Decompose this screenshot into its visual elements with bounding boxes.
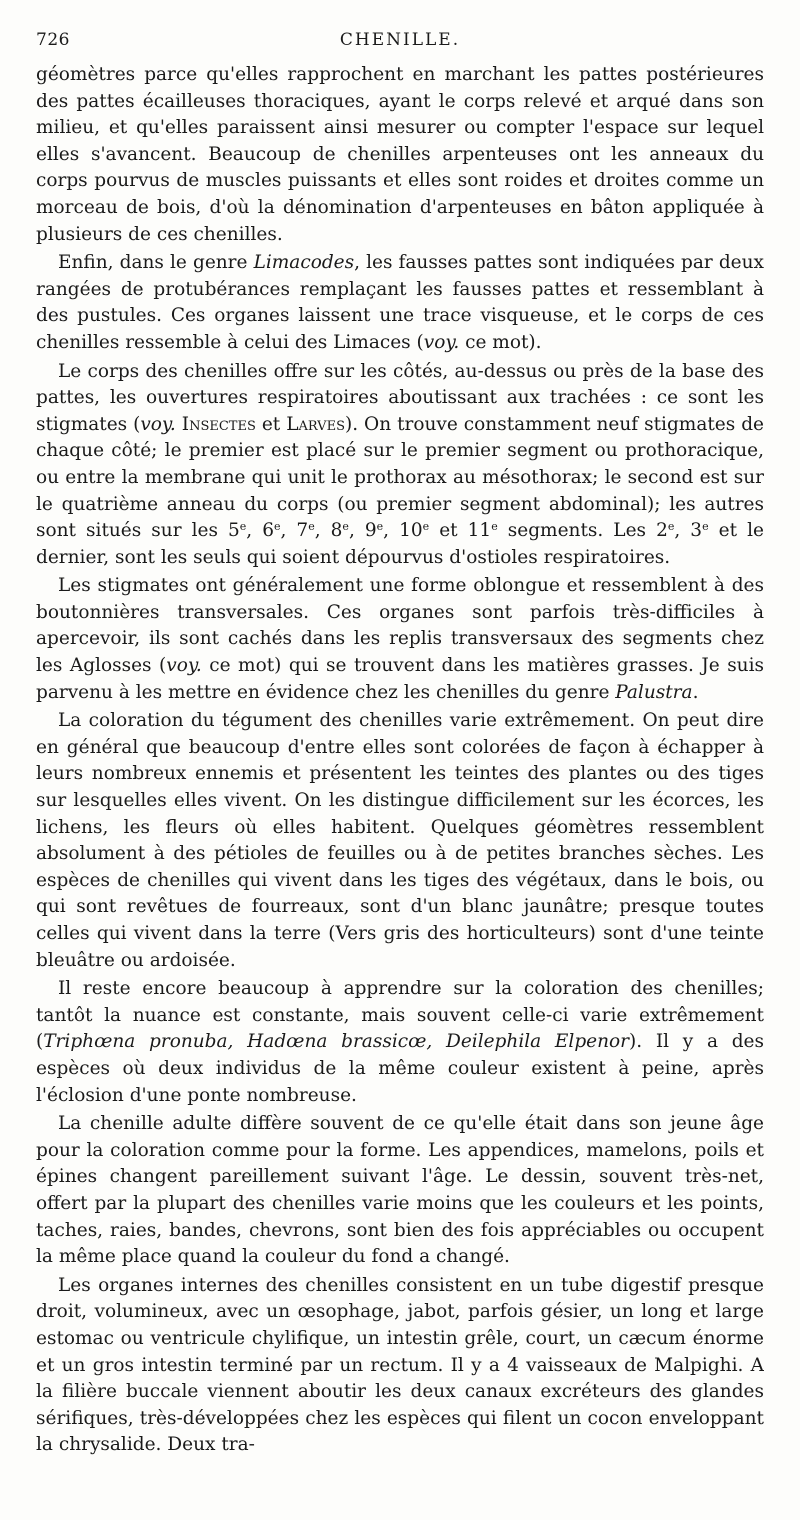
text-run: et 11	[429, 520, 492, 542]
paragraph	[36, 1273, 764, 1459]
text-run: ce mot).	[459, 331, 542, 353]
italic-text: voy.	[423, 331, 460, 353]
superscript: e	[702, 520, 709, 534]
small-caps-text: Insectes	[181, 413, 256, 435]
text-run: ce mot) qui se trouvent dans les matières grasses. Je suis parvenu à les mettre en évidence chez les chenilles du genre	[36, 655, 764, 703]
text-run: Les organes internes des chenilles consistent en un tube digestif presque droit, volumineux, avec un œsophage, jabot, parfois gésier, un long et large estomac ou ventricule chylifique, un intestin grêle, court, un cæcum énorme et un gros intestin terminé par un rectum. Il y a 4 vaisseaux de Malpighi. A la filière buccale viennent aboutir les deux canaux excréteurs des glandes sérifiques, très-développées chez les espèces qui filent un cocon enveloppant la chrysalide. Deux tra-	[36, 1274, 764, 1456]
superscript: e	[376, 520, 384, 534]
italic-text: Limacodes	[253, 252, 355, 274]
text-run: La chenille adulte diffère souvent de ce qu'elle était dans son jeune âge pour la coloration comme pour la forme. Les appendices, mamelons, poils et épines changent pareillement suivant l'âge. Le dessin, souvent très-net, offert par la plupart des chenilles varie moins que les couleurs et les points, taches, raies, bandes, chevrons, sont bien des fois appréciables ou occupent la même place quand la couleur du fond a changé.	[36, 1113, 764, 1268]
superscript: e	[239, 520, 247, 534]
text-run: Il reste encore beaucoup à apprendre sur la coloration des chenilles; tantôt la nuance est constante, mais souvent celle-ci varie extrêmement (	[36, 978, 764, 1053]
text-run: .	[692, 681, 699, 703]
text-run: , 3	[674, 520, 703, 542]
superscript: e	[422, 520, 430, 534]
text-run: Enfin, dans le genre	[58, 252, 254, 274]
italic-text: Palustra	[615, 681, 693, 703]
paragraph	[36, 359, 764, 572]
text-run: , 9	[348, 520, 377, 542]
text-run: et le dernier, sont les seuls qui soient dépourvus d'ostioles respiratoires.	[36, 520, 764, 568]
text-run: segments. Les 2	[497, 520, 668, 542]
paragraph	[36, 976, 764, 1109]
text-run: Les stigmates ont généralement une forme oblongue et ressemblent à des boutonnières transversales. Ces organes sont parfois très-difficiles à apercevoir, ils sont cachés dans les replis transversaux des segments chez les Aglosses (	[36, 575, 764, 677]
paragraph	[36, 708, 764, 974]
text-run: , 8	[314, 520, 343, 542]
text-run: , 6	[246, 520, 274, 542]
small-caps-text: Larves	[286, 413, 345, 435]
text-run: , les fausses pattes sont indiquées par deux rangées de protubérances remplaçant les fausses pattes et ressemblant à des pustules. Ces organes laissent une trace visqueuse, et le corps de ces chenilles ressemble à celui des Limaces (	[36, 252, 764, 353]
paragraph	[36, 573, 764, 706]
running-head: CHENILLE.	[339, 30, 461, 50]
italic-text: voy.	[140, 413, 176, 435]
italic-text: voy.	[166, 655, 202, 677]
superscript: e	[308, 520, 315, 534]
text-run: , 10	[383, 520, 423, 542]
text-run: ). Il y a des espèces où deux individus de la même couleur existent à peine, après l'éclosion d'une ponte nombreuse.	[36, 1031, 764, 1106]
text-run: ). On trouve constamment neuf stigmates de chaque côté; le premier est placé sur le premier segment ou prothoracique, ou entre la membrane qui unit le prothorax au mésothorax; le second est sur le quatrième anneau du corps (ou premier segment abdominal); les autres sont situés sur les 5	[36, 413, 764, 542]
text-run: , 7	[280, 520, 309, 542]
page-header	[36, 30, 764, 58]
body-text	[36, 62, 764, 1502]
superscript: e	[491, 520, 498, 534]
superscript: e	[273, 520, 281, 534]
superscript: e	[667, 520, 675, 534]
superscript: e	[342, 520, 349, 534]
text-run: La coloration du tégument des chenilles varie extrêmement. On peut dire en général que beaucoup d'entre elles sont colorées de façon à échapper à leurs nombreux ennemis et présentent les teintes des plantes ou des tiges sur lesquelles elles vivent. On les distingue difficilement sur les écorces, les lichens, les fleurs où elles habitent. Quelques géomètres ressemblent absolument à des pétioles de feuilles ou à de petites branches sèches. Les espèces de chenilles qui vivent dans les tiges des végétaux, dans le bois, ou qui sont revêtues de fourreaux, sont d'un blanc jaunâtre; presque toutes celles qui vivent dans la terre (Vers gris des horticulteurs) sont d'une teinte bleuâtre ou ardoisée.	[36, 710, 764, 971]
text-run: géomètres parce qu'elles rapprochent en marchant les pattes postérieures des pattes écailleuses thoraciques, ayant le corps relevé et arqué dans son milieu, et qu'elles paraissent ainsi mesurer ou compter l'espace sur lequel elles s'avancent. Beaucoup de chenilles arpenteuses ont les anneaux du corps pourvus de muscles puissants et elles sont roides et droites comme un morceau de bois, d'où la dénomination d'arpenteuses en bâton appliquée à plusieurs de ces chenilles.	[36, 64, 764, 245]
paragraph	[36, 1111, 764, 1271]
text-run: et	[255, 413, 287, 435]
paragraph	[36, 250, 764, 356]
italic-text: Triphœna pronuba, Hadœna brassicœ, Deilephila Elpenor	[43, 1031, 630, 1053]
page-number: 726	[36, 30, 70, 50]
paragraph	[36, 62, 764, 248]
text-run: Le corps des chenilles offre sur les côtés, au-dessus ou près de la base des pattes, les ouvertures respiratoires aboutissant aux trachées : ce sont les stigmates (	[36, 360, 764, 435]
